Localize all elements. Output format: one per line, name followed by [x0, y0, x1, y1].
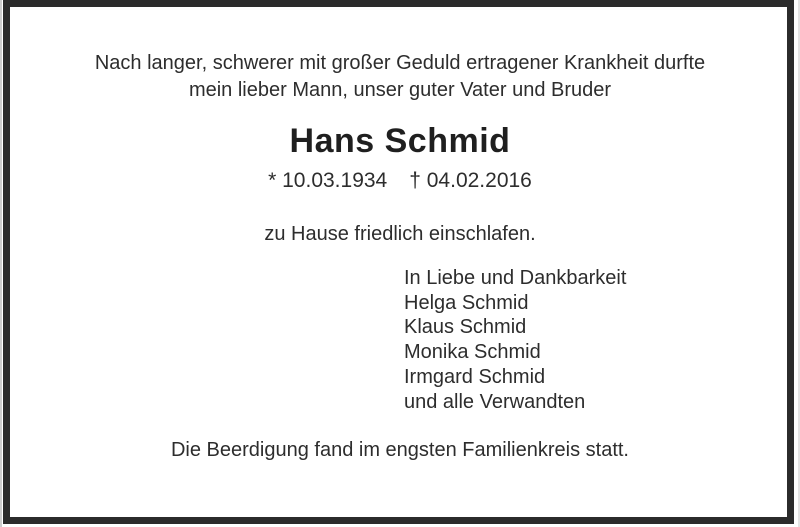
- life-dates: [0, 167, 800, 194]
- mourner-name: Klaus Schmid: [404, 316, 527, 339]
- mourners-block: [404, 266, 626, 414]
- deceased-name: Hans Schmid: [289, 122, 511, 160]
- funeral-note: Die Beerdigung fand im engsten Familienkreis statt.: [170, 439, 629, 461]
- closing-phrase: In Liebe und Dankbarkeit: [404, 267, 627, 289]
- intro-text: [20, 50, 780, 104]
- birth-date: * 10.03.1934: [268, 169, 388, 192]
- intro-line-2: mein lieber Mann, unser guter Vater und Bruder: [188, 79, 612, 101]
- death-circumstance: zu Hause friedlich einschlafen.: [264, 223, 536, 245]
- mourner-name: Helga Schmid: [404, 291, 529, 314]
- mourner-name: Irmgard Schmid: [404, 365, 546, 388]
- intro-line-1: Nach langer, schwerer mit großer Geduld ertragener Krankheit durfte: [94, 52, 706, 74]
- mourner-relatives: und alle Verwandten: [404, 390, 586, 413]
- death-date: † 04.02.2016: [409, 169, 532, 192]
- mourner-name: Monika Schmid: [404, 341, 541, 364]
